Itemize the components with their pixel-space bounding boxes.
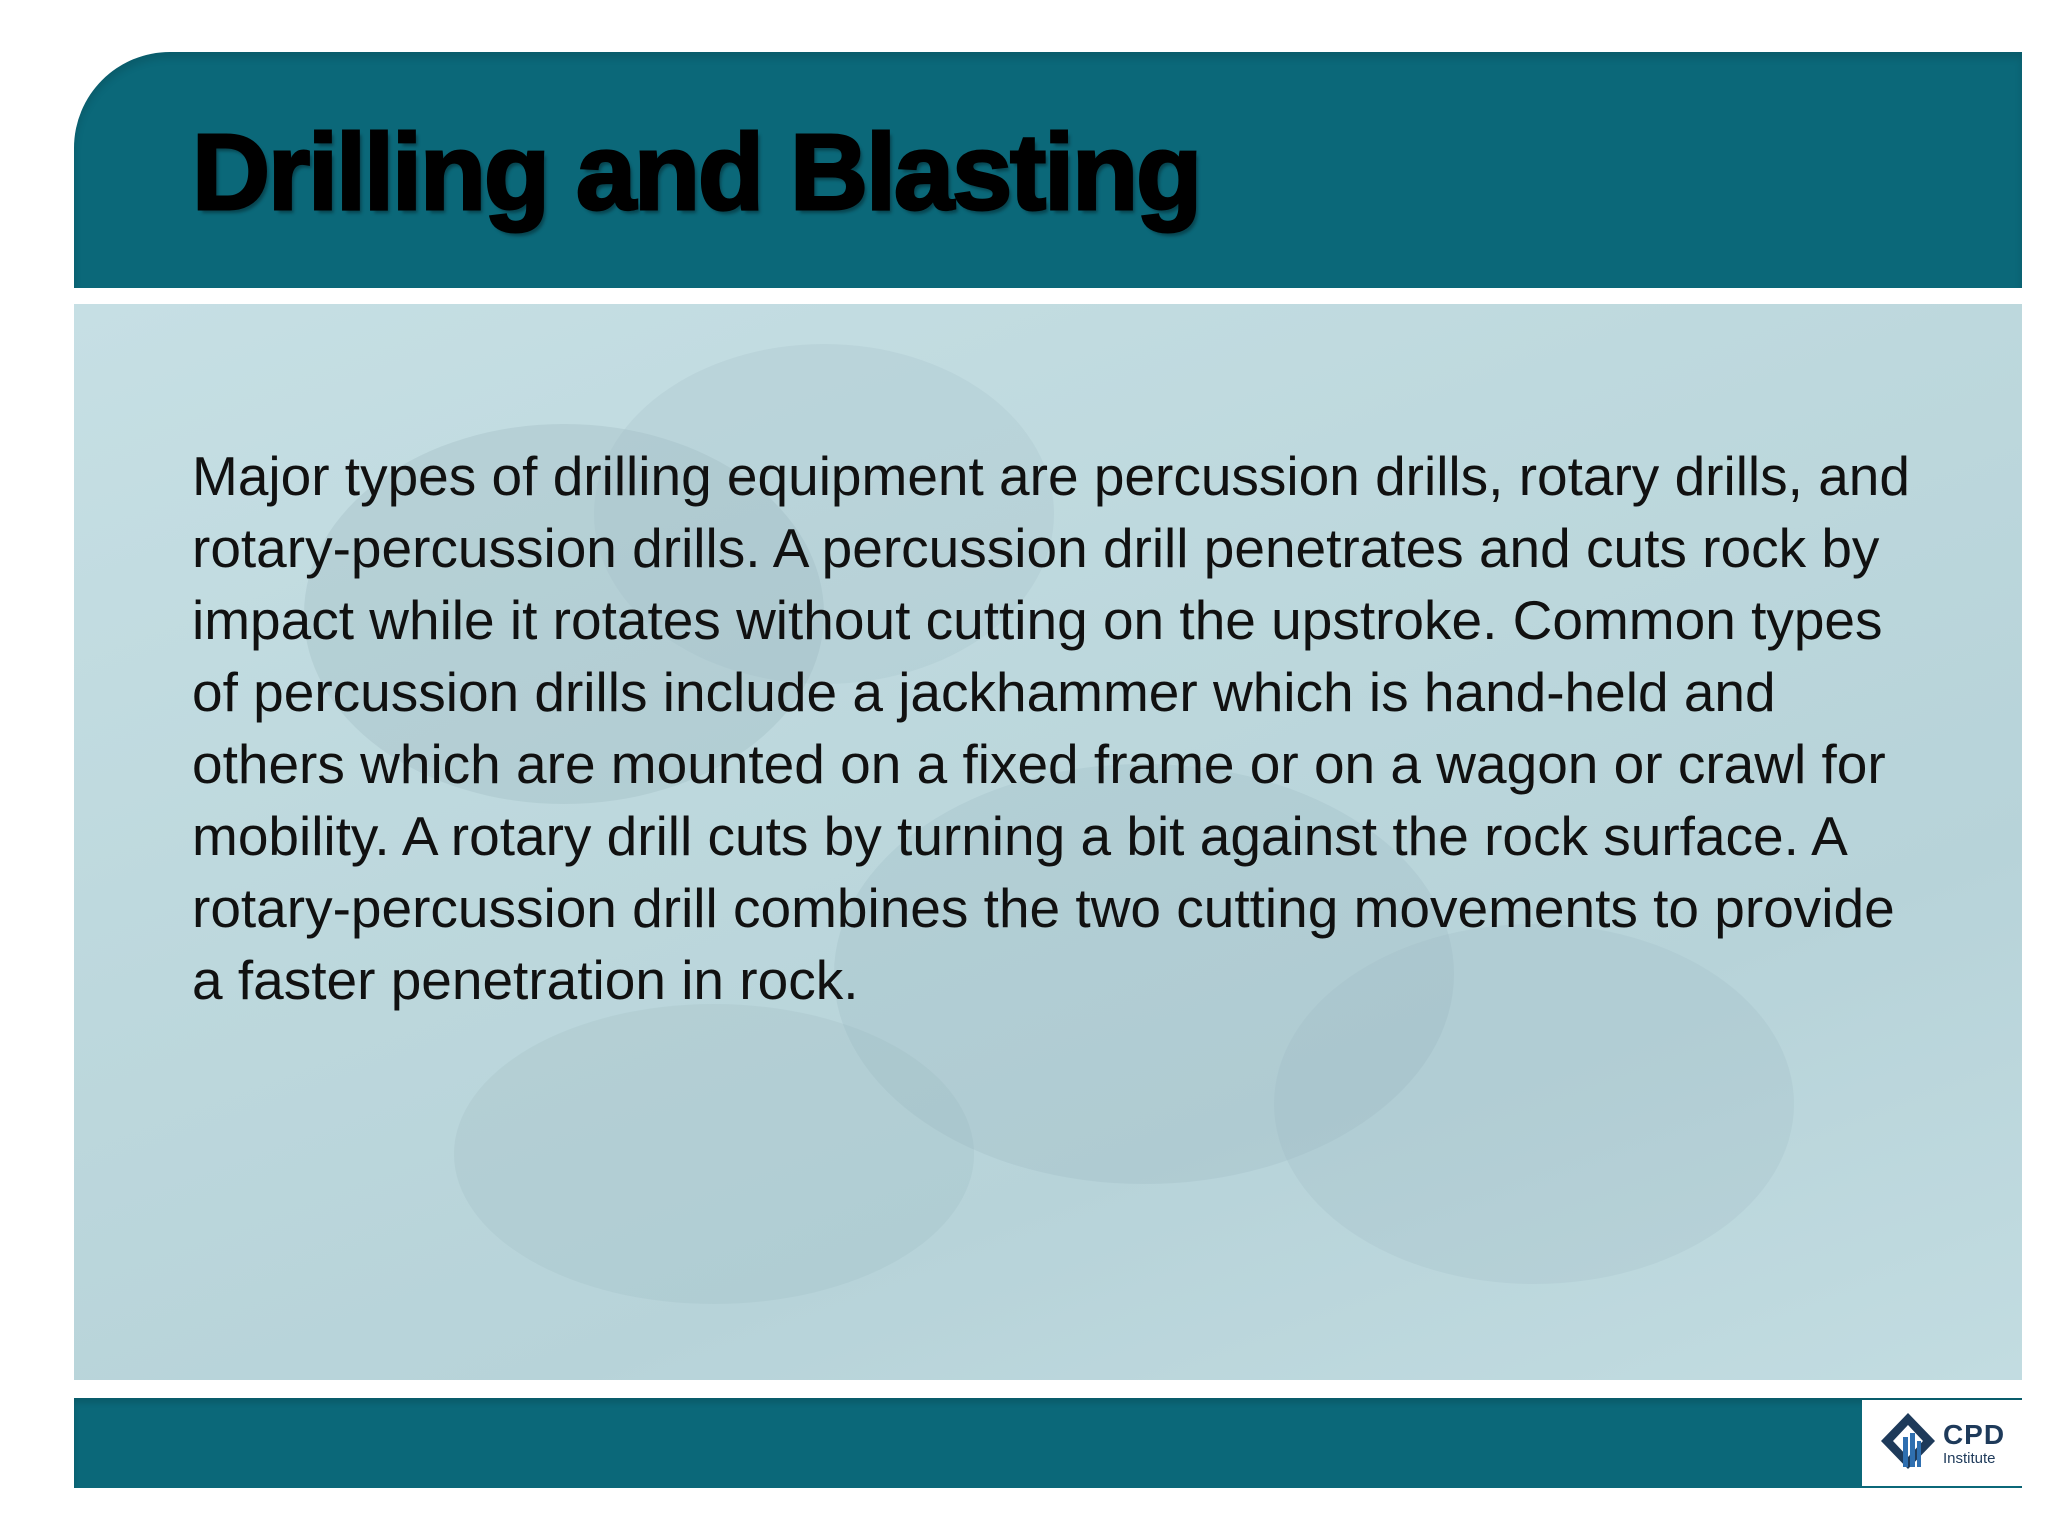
body-paragraph: Major types of drilling equipment are percussion drills, rotary drills, and rotary-percussion drills. A percussion drill penetrates and cuts rock by impact while it rotates without cutting on the upstroke. Common types of percussion drills include a jackhammer which is hand-held and others which are mounted on a fixed frame or on a wagon or crawl for mobility. A rotary drill cuts by turning a bit against the rock surface. A rotary-percussion drill combines the two cutting movements to provide a faster penetration in rock. xyxy=(192,445,1910,1011)
logo-text xyxy=(1942,1418,2006,1467)
slide-title: Drilling and Blasting xyxy=(192,111,1201,232)
background-photo-shape xyxy=(454,1004,974,1304)
logo-subtitle: Institute xyxy=(1942,1449,1996,1467)
logo-name: CPD xyxy=(1942,1418,2006,1450)
footer-band xyxy=(74,1398,2022,1488)
cpd-logo xyxy=(1862,1400,2022,1486)
cpd-diamond-logo-icon xyxy=(1879,1411,1937,1475)
